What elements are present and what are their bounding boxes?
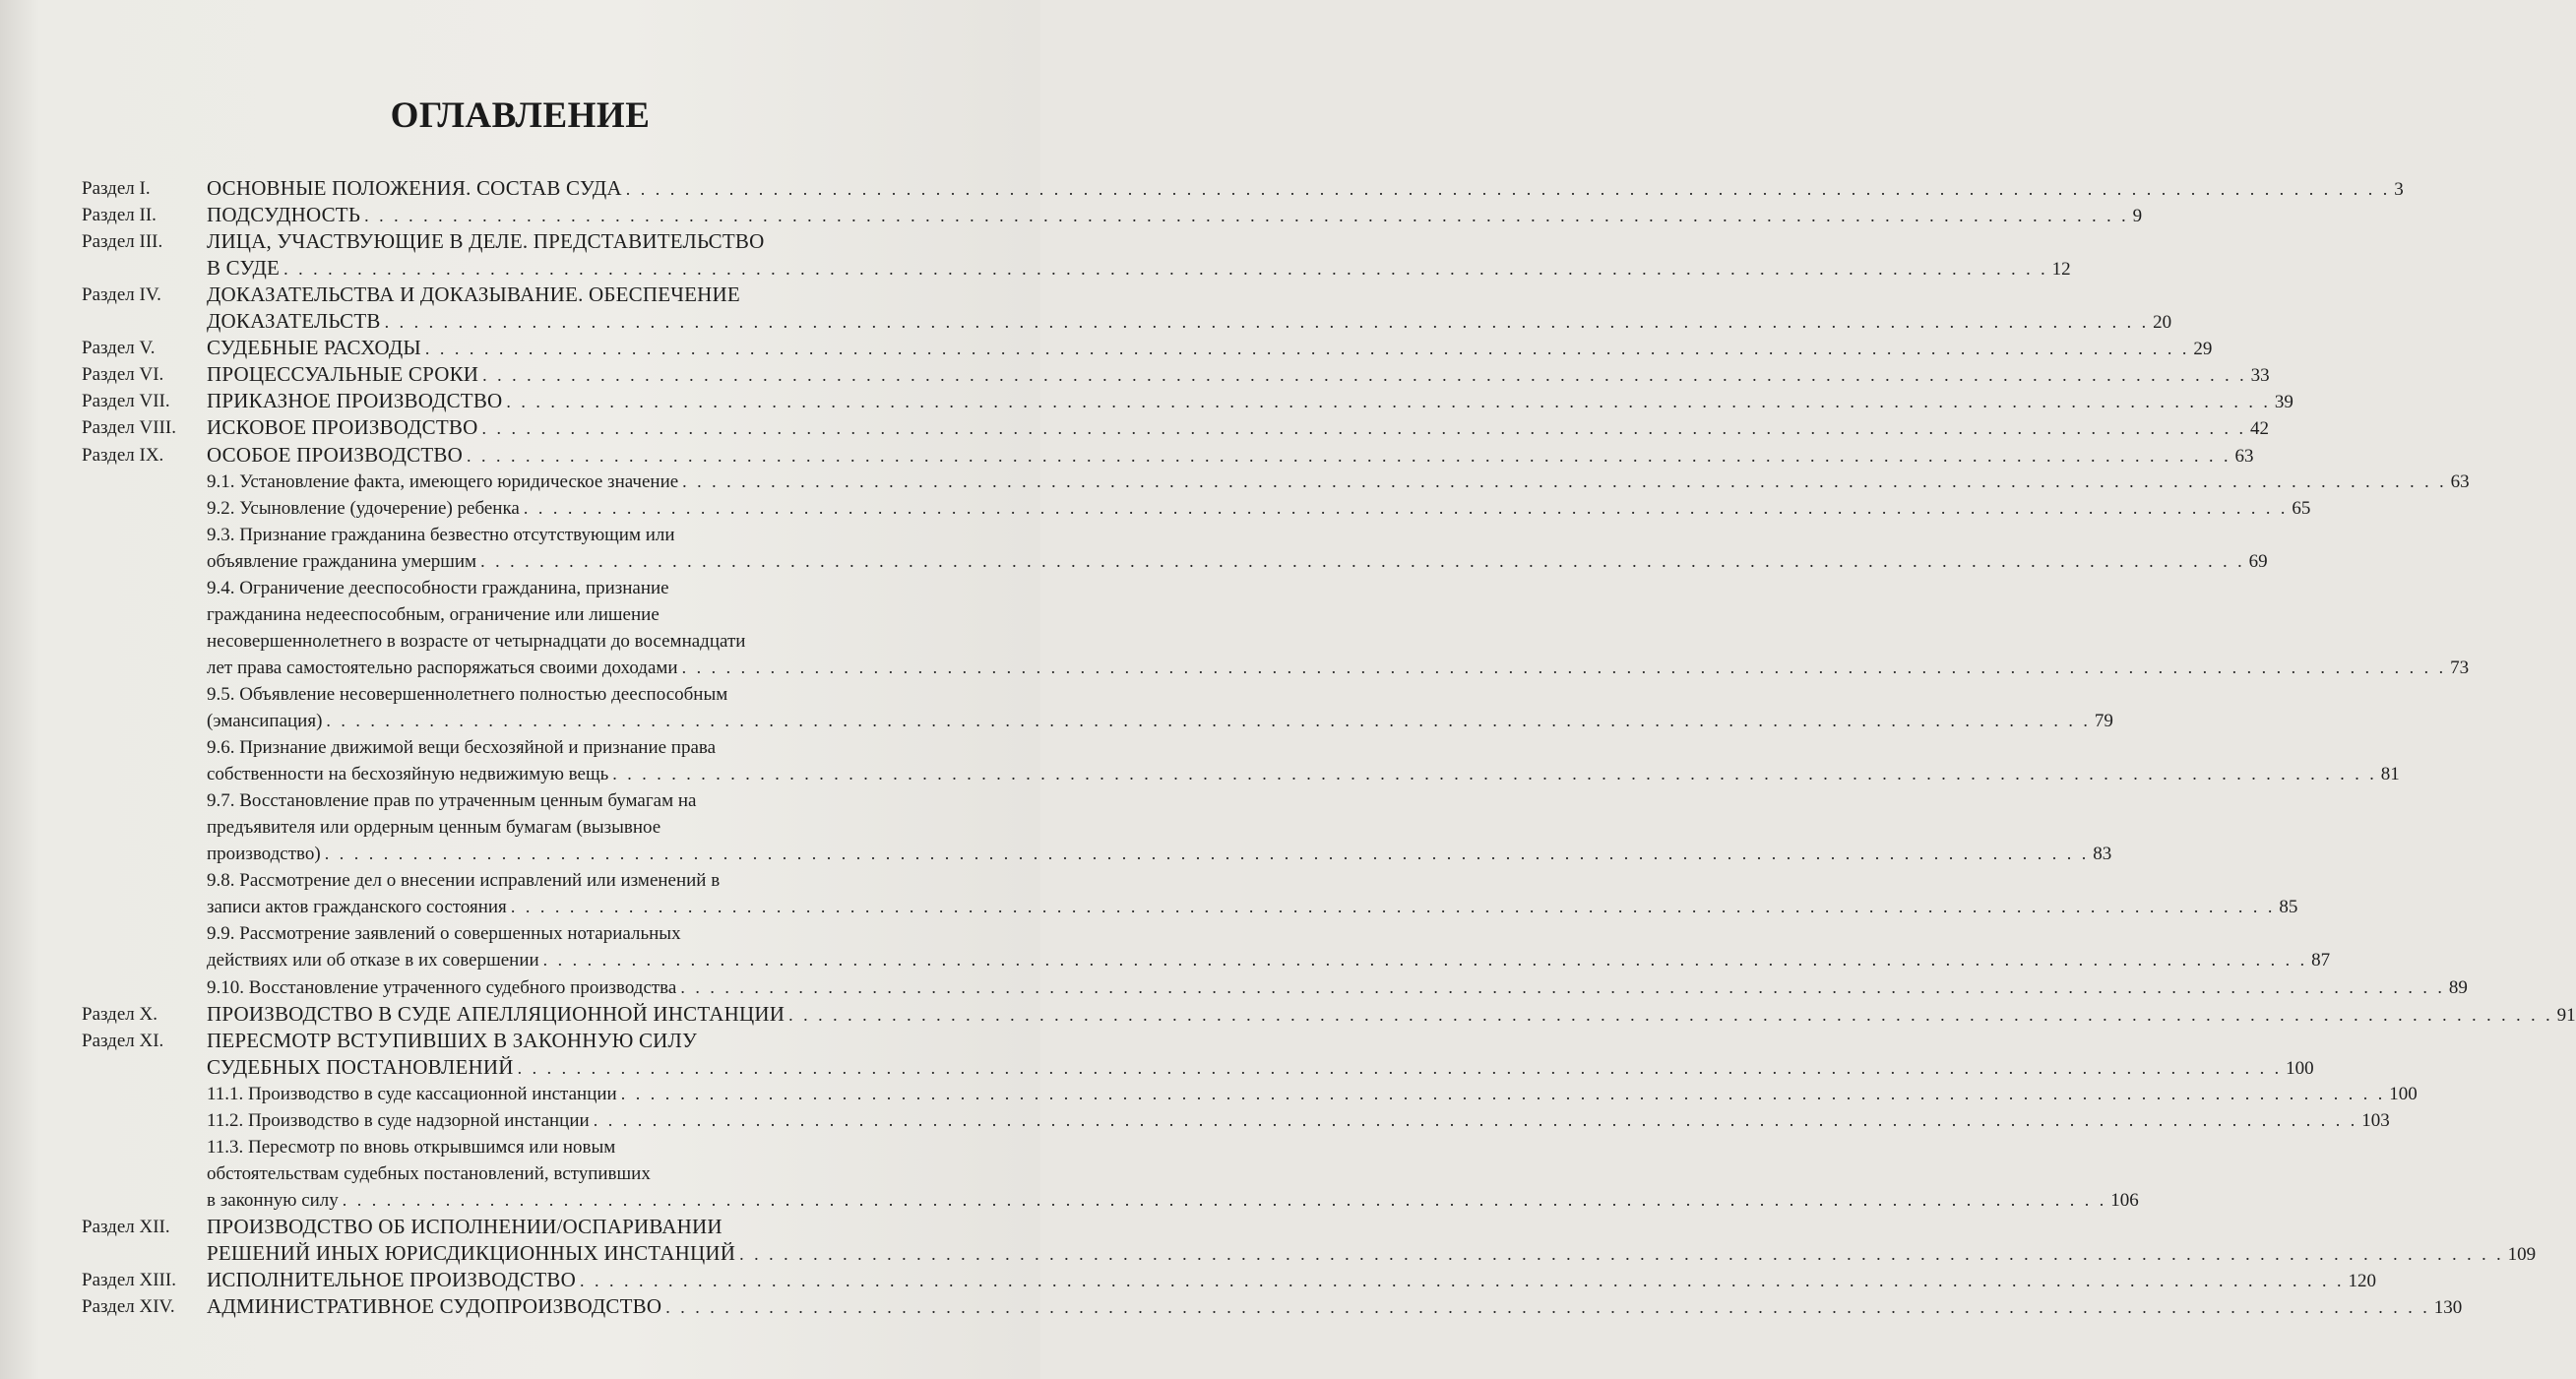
dot-leader: . . . . . . . . . . . . . . . . . . . . . . . . . . . . . . . . . . . . . . . . . . . . . . . . . . . . . . . . . . . . . . . . . . . . . . . . . . . . . . . . . . . . . . . . . . . . . . . . . . . . . . . . . . . . . . . . . . . . . . . .: [384, 312, 2150, 333]
page-title: ОГЛАВЛЕНИЕ: [390, 95, 651, 136]
section-number: Раздел XI.: [82, 1030, 164, 1051]
entry-title: ПЕРЕСМОТР ВСТУПИВШИХ В ЗАКОННУЮ СИЛУ: [207, 1028, 698, 1052]
entry-line: [207, 655, 2470, 681]
page-number: 33: [2250, 365, 2270, 387]
entry-title: 9.7. Восстановление прав по утраченным ценным бумагам на: [207, 790, 697, 812]
entry-title: 9.2. Усыновление (удочерение) ребенка: [207, 497, 520, 519]
entry-line: [207, 734, 716, 761]
dot-leader: . . . . . . . . . . . . . . . . . . . . . . . . . . . . . . . . . . . . . . . . . . . . . . . . . . . . . . . . . . . . . . . . . . . . . . . . . . . . . . . . . . . . . . . . . . . . . . . . . . . . . . . . . . . . . . . . . . . . . . . .: [506, 392, 2271, 412]
entry-line: [207, 255, 2071, 282]
section-number: Раздел I.: [82, 178, 151, 199]
dot-leader: . . . . . . . . . . . . . . . . . . . . . . . . . . . . . . . . . . . . . . . . . . . . . . . . . . . . . . . . . . . . . . . . . . . . . . . . . . . . . . . . . . . . . . . . . . . . . . . . . . . . . . . . . . . . . . . . . . . . . . . .: [326, 711, 2091, 730]
toc-subentry-line: [0, 974, 2468, 1001]
toc-subentry-line: [0, 947, 2331, 973]
toc-subentry-line: [0, 469, 2470, 495]
entry-line: [207, 442, 2254, 470]
entry-title: 11.1. Производство в суде кассационной инстанции: [207, 1083, 617, 1104]
dot-leader: . . . . . . . . . . . . . . . . . . . . . . . . . . . . . . . . . . . . . . . . . . . . . . . . . . . . . . . . . . . . . . . . . . . . . . . . . . . . . . . . . . . . . . . . . . . . . . . . . . . . . . . . . . . . . . . . . . . . . . . .: [681, 657, 2447, 677]
toc-entry-line: [0, 361, 2270, 388]
dot-leader: . . . . . . . . . . . . . . . . . . . . . . . . . . . . . . . . . . . . . . . . . . . . . . . . . . . . . . . . . . . . . . . . . . . . . . . . . . . . . . . . . . . . . . . . . . . . . . . . . . . . . . . . . . . . . . . . . . . . . . . .: [480, 550, 2245, 571]
entry-line: [207, 495, 2311, 522]
entry-title: 11.3. Пересмотр по вновь открывшимся или новым: [207, 1136, 616, 1158]
toc-entry-line: [0, 388, 2293, 414]
entry-title: объявление гражданина умершим: [207, 550, 477, 572]
section-number: Раздел XIII.: [82, 1270, 176, 1291]
entry-title: 9.3. Признание гражданина безвестно отсутствующим или: [207, 524, 675, 545]
entry-title: ПРИКАЗНОЕ ПРОИЗВОДСТВО: [207, 389, 503, 413]
dot-leader: . . . . . . . . . . . . . . . . . . . . . . . . . . . . . . . . . . . . . . . . . . . . . . . . . . . . . . . . . . . . . . . . . . . . . . . . . . . . . . . . . . . . . . . . . . . . . . . . . . . . . . . . . . . . . . . . . . . . . . . .: [481, 418, 2246, 439]
dot-leader: . . . . . . . . . . . . . . . . . . . . . . . . . . . . . . . . . . . . . . . . . . . . . . . . . . . . . . . . . . . . . . . . . . . . . . . . . . . . . . . . . . . . . . . . . . . . . . . . . . . . . . . . . . . . . . . . . . . . . . . .: [739, 1244, 2504, 1264]
page-number: 83: [2093, 844, 2112, 865]
toc-entry-line: [0, 175, 2404, 202]
toc-subentry-line: [0, 655, 2470, 681]
page-number: 42: [2249, 418, 2269, 440]
dot-leader: . . . . . . . . . . . . . . . . . . . . . . . . . . . . . . . . . . . . . . . . . . . . . . . . . . . . . . . . . . . . . . . . . . . . . . . . . . . . . . . . . . . . . . . . . . . . . . . . . . . . . . . . . . . . . . . . . . . . . . . .: [542, 950, 2308, 971]
entry-line: [207, 308, 2172, 336]
entry-line: [207, 814, 660, 841]
section-number: Раздел VIII.: [82, 417, 176, 439]
page-number: 100: [2286, 1057, 2314, 1079]
entry-title: лет права самостоятельно распоряжаться своими доходами: [207, 657, 678, 678]
toc-subentry-line: [0, 1160, 1040, 1187]
dot-leader: . . . . . . . . . . . . . . . . . . . . . . . . . . . . . . . . . . . . . . . . . . . . . . . . . . . . . . . . . . . . . . . . . . . . . . . . . . . . . . . . . . . . . . . . . . . . . . . . . . . . . . . . . . . . . . . . . . . . . . . .: [579, 1271, 2345, 1291]
toc-subentry-line: [0, 1107, 2390, 1134]
toc-subentry-line: [0, 894, 2298, 920]
toc-entry-line: [0, 335, 2213, 361]
page-number: 79: [2094, 711, 2113, 731]
entry-line: [207, 1134, 615, 1160]
dot-leader: . . . . . . . . . . . . . . . . . . . . . . . . . . . . . . . . . . . . . . . . . . . . . . . . . . . . . . . . . . . . . . . . . . . . . . . . . . . . . . . . . . . . . . . . . . . . . . . . . . . . . . . . . . . . . . . . . . . . . . . .: [620, 1083, 2386, 1103]
page-number: 85: [2279, 897, 2298, 918]
page-number: 29: [2193, 339, 2213, 360]
section-number: Раздел XII.: [82, 1216, 170, 1237]
entry-title: В СУДЕ: [207, 256, 281, 281]
entry-title: ПРОИЗВОДСТВО ОБ ИСПОЛНЕНИИ/ОСПАРИВАНИИ: [207, 1214, 723, 1238]
entry-line: [207, 894, 2298, 920]
toc-entry-line: [0, 1054, 2314, 1081]
dot-leader: . . . . . . . . . . . . . . . . . . . . . . . . . . . . . . . . . . . . . . . . . . . . . . . . . . . . . . . . . . . . . . . . . . . . . . . . . . . . . . . . . . . . . . . . . . . . . . . . . . . . . . . . . . . . . . . . . . . . . . . .: [283, 259, 2048, 280]
entry-title: 9.8. Рассмотрение дел о внесении исправлений или изменений в: [207, 870, 721, 892]
toc-entry-line: [0, 414, 2269, 441]
toc-subentry-line: [0, 681, 1040, 708]
entry-title: ПОДСУДНОСТЬ: [207, 203, 361, 227]
page-number: 73: [2450, 657, 2470, 678]
entry-line: [207, 920, 681, 947]
toc-subentry-line: [0, 814, 1040, 841]
entry-title: в законную силу: [207, 1189, 339, 1211]
entry-title: гражданина недееспособным, ограничение или лишение: [207, 603, 660, 625]
page-number: 91: [2556, 1004, 2576, 1026]
entry-line: [207, 1028, 697, 1054]
entry-title: действиях или об отказе в их совершении: [207, 950, 539, 972]
entry-title: 9.1. Установление факта, имеющего юридическое значение: [207, 470, 679, 492]
dot-leader: . . . . . . . . . . . . . . . . . . . . . . . . . . . . . . . . . . . . . . . . . . . . . . . . . . . . . . . . . . . . . . . . . . . . . . . . . . . . . . . . . . . . . . . . . . . . . . . . . . . . . . . . . . . . . . . . . . . . . . . .: [466, 445, 2231, 466]
page-number: 12: [2051, 259, 2071, 281]
dot-leader: . . . . . . . . . . . . . . . . . . . . . . . . . . . . . . . . . . . . . . . . . . . . . . . . . . . . . . . . . . . . . . . . . . . . . . . . . . . . . . . . . . . . . . . . . . . . . . . . . . . . . . . . . . . . . . . . . . . . . . . .: [625, 179, 2391, 199]
page-number: 20: [2153, 312, 2172, 334]
toc-entry-line: [0, 282, 1040, 308]
entry-line: [207, 469, 2470, 495]
toc-subentry-line: [0, 920, 1040, 947]
section-number: Раздел II.: [82, 205, 157, 226]
toc-subentry-line: [0, 522, 1040, 548]
entry-line: [207, 361, 2270, 389]
entry-title: АДМИНИСТРАТИВНОЕ СУДОПРОИЗВОДСТВО: [207, 1294, 662, 1319]
section-number: Раздел X.: [82, 1003, 157, 1025]
dot-leader: . . . . . . . . . . . . . . . . . . . . . . . . . . . . . . . . . . . . . . . . . . . . . . . . . . . . . . . . . . . . . . . . . . . . . . . . . . . . . . . . . . . . . . . . . . . . . . . . . . . . . . . . . . . . . . . . . . . . . . . .: [682, 470, 2447, 491]
toc-subentry-line: [0, 761, 2400, 787]
entry-title: ЛИЦА, УЧАСТВУЮЩИЕ В ДЕЛЕ. ПРЕДСТАВИТЕЛЬСТВО: [207, 229, 765, 254]
page-number: 9: [2132, 206, 2143, 227]
entry-line: [207, 175, 2404, 203]
toc-entry-line: [0, 1293, 2463, 1320]
entry-line: [207, 335, 2213, 362]
dot-leader: . . . . . . . . . . . . . . . . . . . . . . . . . . . . . . . . . . . . . . . . . . . . . . . . . . . . . . . . . . . . . . . . . . . . . . . . . . . . . . . . . . . . . . . . . . . . . . . . . . . . . . . . . . . . . . . . . . . . . . . .: [665, 1297, 2430, 1318]
dot-leader: . . . . . . . . . . . . . . . . . . . . . . . . . . . . . . . . . . . . . . . . . . . . . . . . . . . . . . . . . . . . . . . . . . . . . . . . . . . . . . . . . . . . . . . . . . . . . . . . . . . . . . . . . . . . . . . . . . . . . . . .: [593, 1109, 2358, 1130]
dot-leader: . . . . . . . . . . . . . . . . . . . . . . . . . . . . . . . . . . . . . . . . . . . . . . . . . . . . . . . . . . . . . . . . . . . . . . . . . . . . . . . . . . . . . . . . . . . . . . . . . . . . . . . . . . . . . . . . . . . . . . . .: [342, 1189, 2107, 1210]
section-number: Раздел IX.: [82, 444, 164, 466]
section-number: Раздел V.: [82, 338, 156, 359]
entry-title: собственности на бесхозяйную недвижимую вещь: [207, 764, 609, 785]
entry-title: 9.10. Восстановление утраченного судебного производства: [207, 976, 677, 998]
page-number: 63: [2450, 470, 2470, 492]
dot-leader: . . . . . . . . . . . . . . . . . . . . . . . . . . . . . . . . . . . . . . . . . . . . . . . . . . . . . . . . . . . . . . . . . . . . . . . . . . . . . . . . . . . . . . . . . . . . . . . . . . . . . . . . . . . . . . . . . . . . . . . .: [612, 764, 2377, 784]
page-number: 81: [2380, 764, 2400, 785]
entry-line: [207, 787, 696, 814]
dot-leader: . . . . . . . . . . . . . . . . . . . . . . . . . . . . . . . . . . . . . . . . . . . . . . . . . . . . . . . . . . . . . . . . . . . . . . . . . . . . . . . . . . . . . . . . . . . . . . . . . . . . . . . . . . . . . . . . . . . . . . . .: [680, 976, 2445, 997]
toc-entry-line: [0, 202, 2143, 228]
entry-line: [207, 1240, 2537, 1268]
page-number: 63: [2234, 445, 2254, 467]
entry-title: 9.6. Признание движимой вещи бесхозяйной и признание права: [207, 737, 717, 759]
entry-title: ДОКАЗАТЕЛЬСТВ: [207, 309, 381, 334]
entry-line: [207, 1214, 723, 1240]
toc-subentry-line: [0, 1187, 2139, 1214]
section-number: Раздел VI.: [82, 364, 164, 386]
dot-leader: . . . . . . . . . . . . . . . . . . . . . . . . . . . . . . . . . . . . . . . . . . . . . . . . . . . . . . . . . . . . . . . . . . . . . . . . . . . . . . . . . . . . . . . . . . . . . . . . . . . . . . . . . . . . . . . . . . . . . . . .: [788, 1004, 2553, 1025]
entry-title: производство): [207, 844, 321, 865]
entry-title: ОСНОВНЫЕ ПОЛОЖЕНИЯ. СОСТАВ СУДА: [207, 176, 622, 200]
toc-subentry-line: [0, 628, 1040, 655]
entry-line: [207, 708, 2113, 734]
page-number: 100: [2389, 1083, 2418, 1104]
entry-line: [207, 228, 764, 255]
entry-title: 9.5. Объявление несовершеннолетнего полностью дееспособным: [207, 683, 728, 705]
entry-line: [207, 388, 2293, 415]
dot-leader: . . . . . . . . . . . . . . . . . . . . . . . . . . . . . . . . . . . . . . . . . . . . . . . . . . . . . . . . . . . . . . . . . . . . . . . . . . . . . . . . . . . . . . . . . . . . . . . . . . . . . . . . . . . . . . . . . . . . . . . .: [510, 897, 2276, 917]
entry-line: [207, 681, 727, 708]
toc-subentry-line: [0, 495, 2311, 522]
toc-subentry-line: [0, 841, 2112, 867]
section-number: Раздел XIV.: [82, 1296, 175, 1318]
entry-title: ОСОБОЕ ПРОИЗВОДСТВО: [207, 442, 463, 467]
entry-title: ИСПОЛНИТЕЛЬНОЕ ПРОИЗВОДСТВО: [207, 1268, 576, 1292]
entry-title: записи актов гражданского состояния: [207, 897, 507, 918]
page-number: 87: [2311, 950, 2331, 972]
dot-leader: . . . . . . . . . . . . . . . . . . . . . . . . . . . . . . . . . . . . . . . . . . . . . . . . . . . . . . . . . . . . . . . . . . . . . . . . . . . . . . . . . . . . . . . . . . . . . . . . . . . . . . . . . . . . . . . . . . . . . . . .: [364, 206, 2129, 226]
page-number: 120: [2348, 1271, 2376, 1292]
entry-line: [207, 1293, 2463, 1321]
toc-entry-line: [0, 228, 1040, 255]
entry-line: [207, 601, 660, 628]
entry-line: [207, 1107, 2390, 1134]
entry-title: несовершеннолетнего в возрасте от четырнадцати до восемнадцати: [207, 630, 746, 652]
toc-subentry-line: [0, 867, 1040, 894]
toc-subentry-line: [0, 601, 1040, 628]
entry-line: [207, 761, 2400, 787]
entry-line: [207, 867, 720, 894]
entry-line: [207, 1160, 651, 1187]
toc-entry-line: [0, 1028, 1040, 1054]
toc-subentry-line: [0, 548, 2268, 575]
entry-line: [207, 1001, 2576, 1029]
entry-title: 11.2. Производство в суде надзорной инстанции: [207, 1109, 590, 1131]
entry-title: ПРОИЗВОДСТВО В СУДЕ АПЕЛЛЯЦИОННОЙ ИНСТАНЦИИ: [207, 1001, 785, 1026]
toc-entry-line: [0, 1214, 1040, 1240]
section-number: Раздел IV.: [82, 284, 161, 306]
entry-line: [207, 1267, 2376, 1294]
page-number: 109: [2507, 1244, 2537, 1265]
dot-leader: . . . . . . . . . . . . . . . . . . . . . . . . . . . . . . . . . . . . . . . . . . . . . . . . . . . . . . . . . . . . . . . . . . . . . . . . . . . . . . . . . . . . . . . . . . . . . . . . . . . . . . . . . . . . . . . . . . . . . . . .: [523, 497, 2289, 518]
entry-line: [207, 575, 669, 601]
entry-line: [207, 522, 675, 548]
entry-title: обстоятельствам судебных постановлений, вступивших: [207, 1162, 651, 1184]
entry-title: ПРОЦЕССУАЛЬНЫЕ СРОКИ: [207, 362, 479, 387]
toc-subentry-line: [0, 1134, 1040, 1160]
section-number: Раздел VII.: [82, 391, 170, 412]
toc-subentry-line: [0, 1081, 2418, 1107]
entry-line: [207, 414, 2269, 442]
dot-leader: . . . . . . . . . . . . . . . . . . . . . . . . . . . . . . . . . . . . . . . . . . . . . . . . . . . . . . . . . . . . . . . . . . . . . . . . . . . . . . . . . . . . . . . . . . . . . . . . . . . . . . . . . . . . . . . . . . . . . . . .: [324, 844, 2090, 864]
dot-leader: . . . . . . . . . . . . . . . . . . . . . . . . . . . . . . . . . . . . . . . . . . . . . . . . . . . . . . . . . . . . . . . . . . . . . . . . . . . . . . . . . . . . . . . . . . . . . . . . . . . . . . . . . . . . . . . . . . . . . . . .: [424, 339, 2190, 359]
toc-entry-line: [0, 442, 2254, 469]
toc-subentry-line: [0, 708, 2113, 734]
page-number: 69: [2248, 550, 2268, 572]
entry-title: РЕШЕНИЙ ИНЫХ ЮРИСДИКЦИОННЫХ ИНСТАНЦИЙ: [207, 1241, 736, 1265]
entry-title: СУДЕБНЫЕ РАСХОДЫ: [207, 336, 421, 360]
page-number: 103: [2361, 1109, 2390, 1131]
page-number: 89: [2448, 976, 2468, 998]
entry-title: (эмансипация): [207, 711, 323, 731]
section-number: Раздел III.: [82, 231, 163, 253]
toc-subentry-line: [0, 575, 1040, 601]
entry-line: [207, 1054, 2314, 1082]
entry-line: [207, 1081, 2418, 1107]
entry-line: [207, 841, 2112, 867]
entry-title: 9.4. Ограничение дееспособности гражданина, признание: [207, 577, 669, 598]
entry-title: СУДЕБНЫХ ПОСТАНОВЛЕНИЙ: [207, 1054, 514, 1079]
toc-entry-line: [0, 255, 2071, 282]
page-number: 130: [2433, 1297, 2463, 1319]
entry-title: ИСКОВОЕ ПРОИЗВОДСТВО: [207, 415, 478, 440]
toc-entry-line: [0, 1267, 2376, 1293]
toc-entry-line: [0, 308, 2172, 335]
toc-subentry-line: [0, 734, 1040, 761]
entry-line: [207, 282, 740, 308]
entry-title: ДОКАЗАТЕЛЬСТВА И ДОКАЗЫВАНИЕ. ОБЕСПЕЧЕНИЕ: [207, 282, 740, 307]
page-number: 39: [2274, 392, 2293, 413]
entry-line: [207, 548, 2268, 575]
entry-title: предъявителя или ордерным ценным бумагам (вызывное: [207, 817, 661, 839]
entry-line: [207, 947, 2331, 973]
entry-line: [207, 202, 2143, 229]
toc-subentry-line: [0, 787, 1040, 814]
toc-entry-line: [0, 1001, 2576, 1028]
page-number: 3: [2394, 179, 2404, 200]
dot-leader: . . . . . . . . . . . . . . . . . . . . . . . . . . . . . . . . . . . . . . . . . . . . . . . . . . . . . . . . . . . . . . . . . . . . . . . . . . . . . . . . . . . . . . . . . . . . . . . . . . . . . . . . . . . . . . . . . . . . . . . .: [482, 365, 2247, 386]
page-number: 106: [2110, 1189, 2139, 1211]
entry-line: [207, 1187, 2139, 1214]
entry-line: [207, 974, 2468, 1001]
entry-title: 9.9. Рассмотрение заявлений о совершенных нотариальных: [207, 923, 681, 945]
toc-entry-line: [0, 1240, 2537, 1267]
page-number: 65: [2292, 497, 2311, 519]
entry-line: [207, 628, 745, 655]
dot-leader: . . . . . . . . . . . . . . . . . . . . . . . . . . . . . . . . . . . . . . . . . . . . . . . . . . . . . . . . . . . . . . . . . . . . . . . . . . . . . . . . . . . . . . . . . . . . . . . . . . . . . . . . . . . . . . . . . . . . . . . .: [517, 1057, 2283, 1078]
